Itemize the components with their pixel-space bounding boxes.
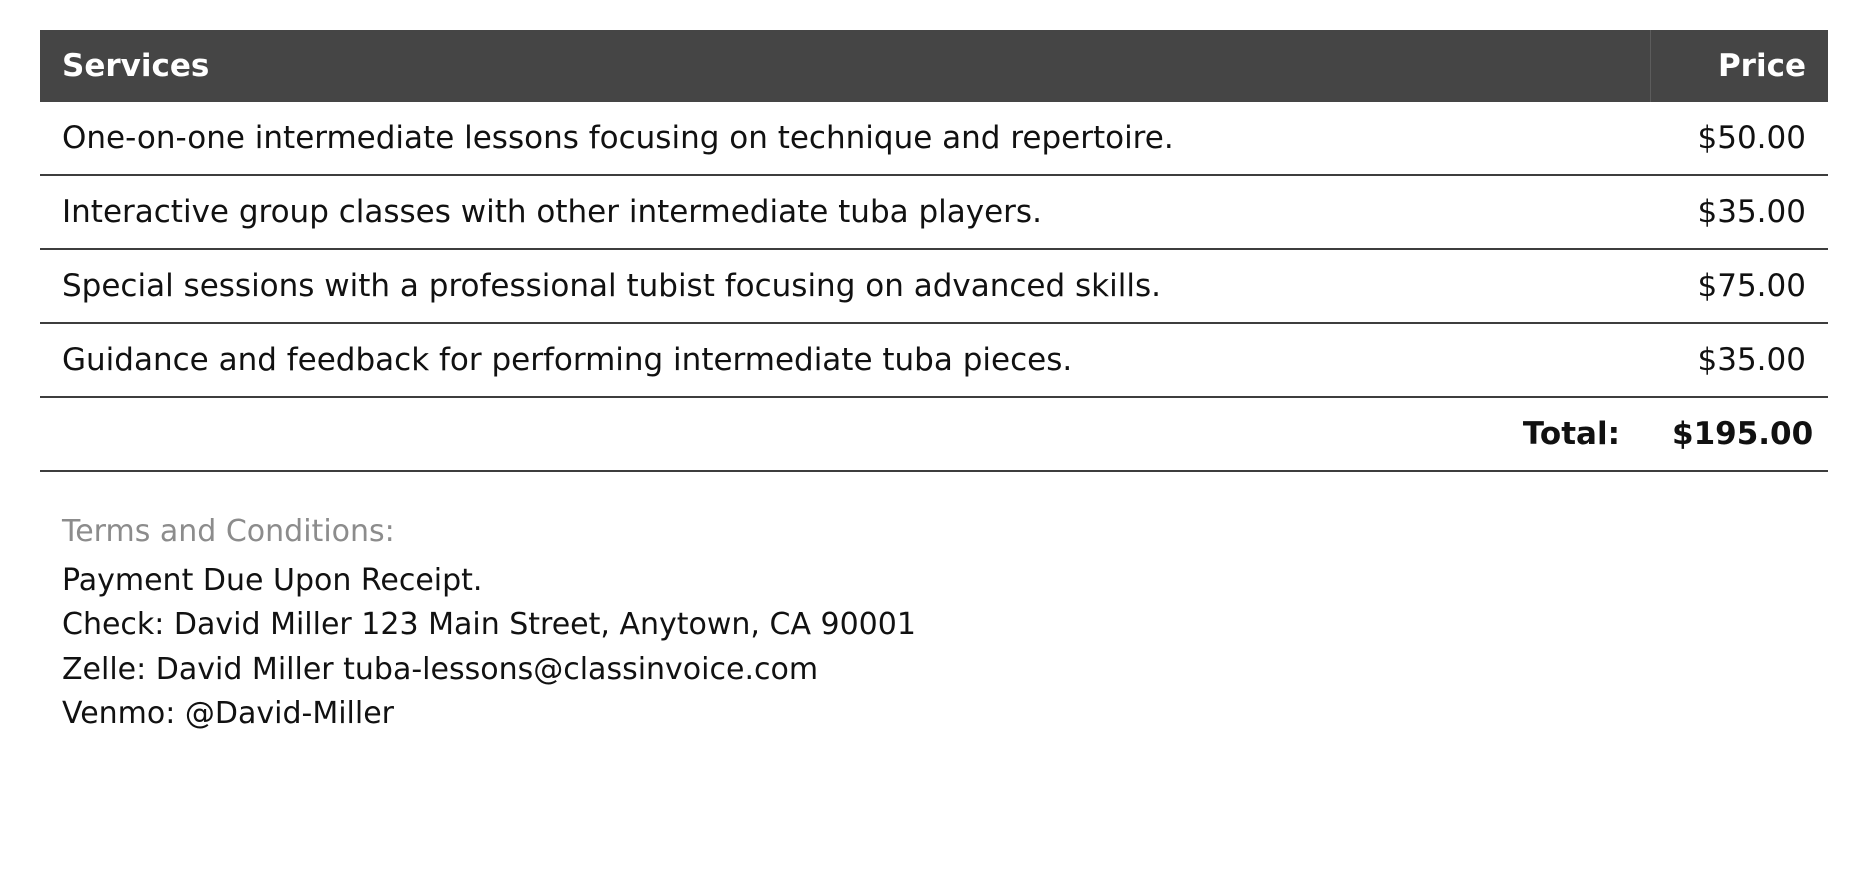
service-description: Special sessions with a professional tubist focusing on advanced skills. <box>40 249 1650 323</box>
total-value: $195.00 <box>1650 397 1828 471</box>
service-description: Guidance and feedback for performing intermediate tuba pieces. <box>40 323 1650 397</box>
terms-line-payment: Payment Due Upon Receipt. <box>62 563 483 598</box>
table-header-row <box>40 30 1828 102</box>
services-table <box>40 30 1828 472</box>
table-header <box>40 30 1828 102</box>
terms-line-check: Check: David Miller 123 Main Street, Anytown, CA 90001 <box>62 607 916 643</box>
service-description: One-on-one intermediate lessons focusing on technique and repertoire. <box>40 102 1650 175</box>
table-row <box>40 249 1828 323</box>
terms-and-conditions <box>40 514 1828 737</box>
total-row <box>40 397 1828 471</box>
table-row <box>40 323 1828 397</box>
service-description: Interactive group classes with other intermediate tuba players. <box>40 175 1650 249</box>
column-header-price: Price <box>1650 30 1828 102</box>
service-price: $35.00 <box>1650 323 1828 397</box>
terms-title: Terms and Conditions: <box>62 514 395 549</box>
service-price: $50.00 <box>1650 102 1828 175</box>
service-price: $35.00 <box>1650 175 1828 249</box>
terms-line-zelle: Zelle: David Miller tuba-lessons@classinvoice.com <box>62 651 819 687</box>
terms-line-venmo: Venmo: @David-Miller <box>62 696 395 732</box>
table-body <box>40 102 1828 471</box>
table-row <box>40 175 1828 249</box>
table-row <box>40 102 1828 175</box>
column-header-services: Services <box>40 30 1650 102</box>
service-price: $75.00 <box>1650 249 1828 323</box>
total-label: Total: <box>40 397 1650 471</box>
